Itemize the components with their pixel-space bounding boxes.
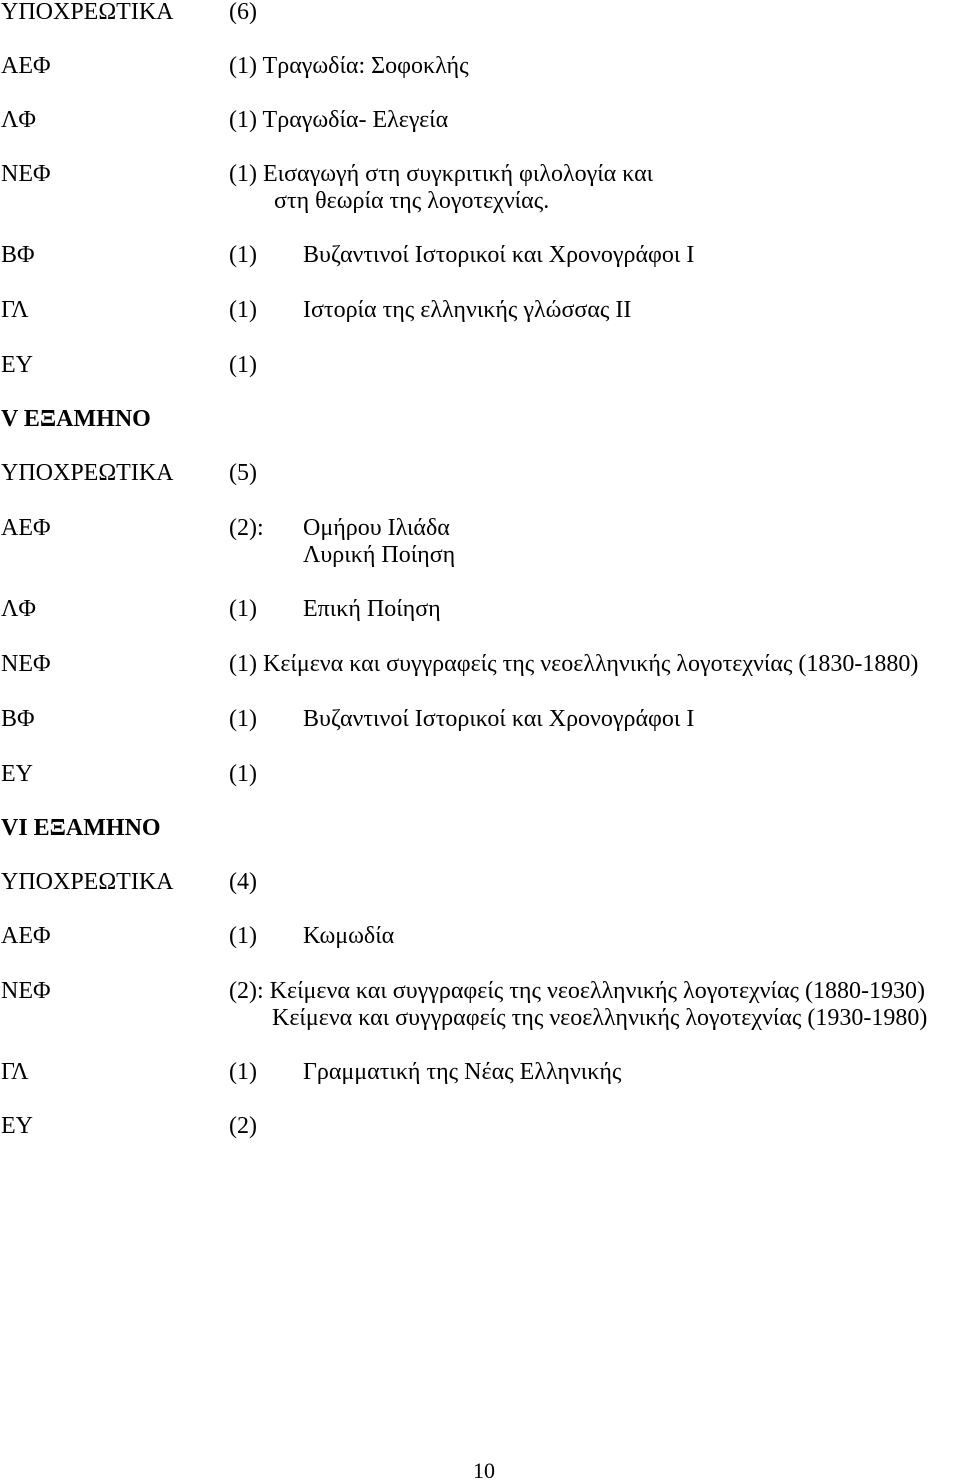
course-code: ΛΦ [1,107,36,133]
required-label: ΥΠΟΧΡΕΩΤΙΚΑ [1,0,174,25]
course-text: Επική Ποίηση [303,596,441,622]
course-text: Ιστορία της ελληνικής γλώσσας ΙΙ [303,297,632,323]
course-code: ΓΛ [1,1059,29,1085]
course-text: (1) Εισαγωγή στη συγκριτική φιλολογία και [229,161,654,187]
course-code: ΒΦ [1,706,35,732]
course-text: Κωμωδία [303,923,395,949]
course-text: (1) Τραγωδία: Σοφοκλής [229,53,469,79]
course-code: ΝΕΦ [1,161,51,187]
course-count: (1) [229,297,257,323]
course-text: (2): Κείμενα και συγγραφείς της νεοελληνικής λογοτεχνίας (1880-1930) [229,978,926,1004]
course-code: ΕΥ [1,761,33,787]
course-count: (1) [229,761,257,787]
course-text: (1) Κείμενα και συγγραφείς της νεοελληνικής λογοτεχνίας (1830-1880) [229,651,919,677]
course-code: ΒΦ [1,242,35,268]
course-text: Βυζαντινοί Ιστορικοί και Χρονογράφοι Ι [303,242,695,268]
required-count: (5) [229,460,257,486]
course-text-continued: Κείμενα και συγγραφείς της νεοελληνικής λογοτεχνίας (1930-1980) [272,1005,928,1031]
course-text-continued: στη θεωρία της λογοτεχνίας. [274,188,550,214]
course-text-continued: Λυρική Ποίηση [303,542,456,568]
required-label: ΥΠΟΧΡΕΩΤΙΚΑ [1,869,174,895]
semester-heading: V ΕΞΑΜΗΝΟ [1,406,151,432]
required-count: (6) [229,0,257,25]
course-code: ΑΕΦ [1,53,51,79]
course-count: (1) [229,596,257,622]
course-count: (2): [229,515,264,541]
course-count: (1) [229,242,257,268]
required-count: (4) [229,869,257,895]
course-count: (1) [229,923,257,949]
course-code: ΑΕΦ [1,515,51,541]
course-code: ΛΦ [1,596,36,622]
course-count: (2) [229,1113,257,1139]
course-text: (1) Τραγωδία- Ελεγεία [229,107,449,133]
course-text: Ομήρου Ιλιάδα [303,515,450,541]
course-code: ΓΛ [1,297,29,323]
course-text: Βυζαντινοί Ιστορικοί και Χρονογράφοι Ι [303,706,695,732]
required-label: ΥΠΟΧΡΕΩΤΙΚΑ [1,460,174,486]
course-code: ΝΕΦ [1,651,51,677]
course-code: ΕΥ [1,352,33,378]
page-number: 10 [473,1458,495,1483]
course-count: (1) [229,1059,257,1085]
course-code: ΕΥ [1,1113,33,1139]
course-text: Γραμματική της Νέας Ελληνικής [303,1059,622,1085]
course-count: (1) [229,706,257,732]
course-code: ΝΕΦ [1,978,51,1004]
course-code: ΑΕΦ [1,923,51,949]
course-count: (1) [229,352,257,378]
semester-heading: VI ΕΞΑΜΗΝΟ [1,815,161,841]
